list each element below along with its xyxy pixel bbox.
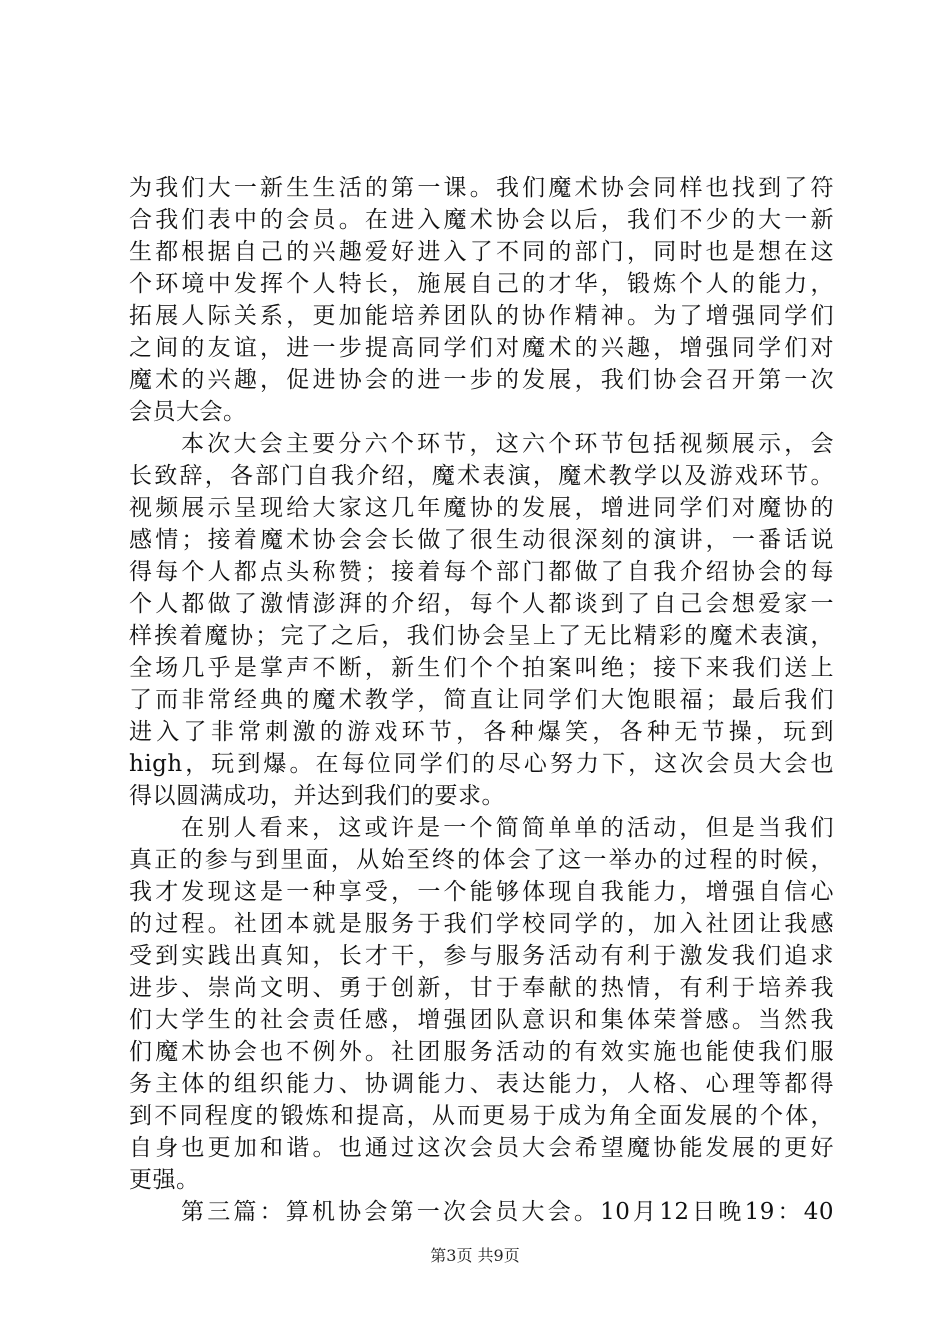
text-line: 真正的参与到里面，从始至终的体会了这一举办的过程的时候， (129, 847, 834, 873)
text-line: 了而非常经典的魔术教学，简直让同学们大饱眼福；最后我们 (129, 687, 834, 713)
text-line: 得以圆满成功，并达到我们的要求。 (129, 783, 505, 809)
text-line: 我才发现这是一种享受，一个能够体现自我能力，增强自信心 (129, 879, 834, 905)
text-line: 会员大会。 (129, 399, 247, 425)
text-line: 长致辞，各部门自我介绍，魔术表演，魔术教学以及游戏环节。 (129, 463, 834, 489)
text-line: 在别人看来，这或许是一个简简单单的活动，但是当我们 (181, 815, 834, 841)
text-line: 第三篇：算机协会第一次会员大会。10月12日晚19：40 (181, 1199, 834, 1225)
document-body (129, 172, 834, 1228)
text-line: 样挨着魔协；完了之后，我们协会呈上了无比精彩的魔术表演， (129, 623, 834, 649)
text-line: 个环境中发挥个人特长，施展自己的才华，锻炼个人的能力， (129, 271, 834, 297)
text-line: 为我们大一新生生活的第一课。我们魔术协会同样也找到了符 (129, 175, 834, 201)
text-line: 受到实践出真知，长才干，参与服务活动有利于激发我们追求 (129, 943, 834, 969)
text-line: 的过程。社团本就是服务于我们学校同学的，加入社团让我感 (129, 911, 834, 937)
text-line: 到不同程度的锻炼和提高，从而更易于成为角全面发展的个体， (129, 1103, 834, 1129)
text-line: 进入了非常刺激的游戏环节，各种爆笑，各种无节操，玩到 (129, 719, 834, 745)
text-line: 得每个人都点头称赞；接着每个部门都做了自我介绍协会的每 (129, 559, 834, 585)
text-line: 视频展示呈现给大家这几年魔协的发展，增进同学们对魔协的 (129, 495, 834, 521)
text-line: 生都根据自己的兴趣爱好进入了不同的部门，同时也是想在这 (129, 239, 834, 265)
text-line: 合我们表中的会员。在进入魔术协会以后，我们不少的大一新 (129, 207, 834, 233)
text-line: 全场几乎是掌声不断，新生们个个拍案叫绝；接下来我们送上 (129, 655, 834, 681)
text-line: 魔术的兴趣，促进协会的进一步的发展，我们协会召开第一次 (129, 367, 834, 393)
text-line: 之间的友谊，进一步提高同学们对魔术的兴趣，增强同学们对 (129, 335, 834, 361)
text-line: 务主体的组织能力、协调能力、表达能力，人格、心理等都得 (129, 1071, 834, 1097)
text-line: 拓展人际关系，更加能培养团队的协作精神。为了增强同学们 (129, 303, 834, 329)
text-line: 更强。 (129, 1167, 200, 1193)
text-line: high，玩到爆。在每位同学们的尽心努力下，这次会员大会也 (129, 751, 834, 777)
text-line: 本次大会主要分六个环节，这六个环节包括视频展示，会 (181, 431, 834, 457)
text-line: 们大学生的社会责任感，增强团队意识和集体荣誉感。当然我 (129, 1007, 834, 1033)
page-number-footer: 第3页 共9页 (430, 1246, 520, 1265)
text-line: 个人都做了激情澎湃的介绍，每个人都谈到了自己会想爱家一 (129, 591, 834, 617)
text-line: 们魔术协会也不例外。社团服务活动的有效实施也能使我们服 (129, 1039, 834, 1065)
text-line: 自身也更加和谐。也通过这次会员大会希望魔协能发展的更好 (129, 1135, 834, 1161)
text-line: 感情；接着魔术协会会长做了很生动很深刻的演讲，一番话说 (129, 527, 834, 553)
text-line: 进步、崇尚文明、勇于创新，甘于奉献的热情，有利于培养我 (129, 975, 834, 1001)
